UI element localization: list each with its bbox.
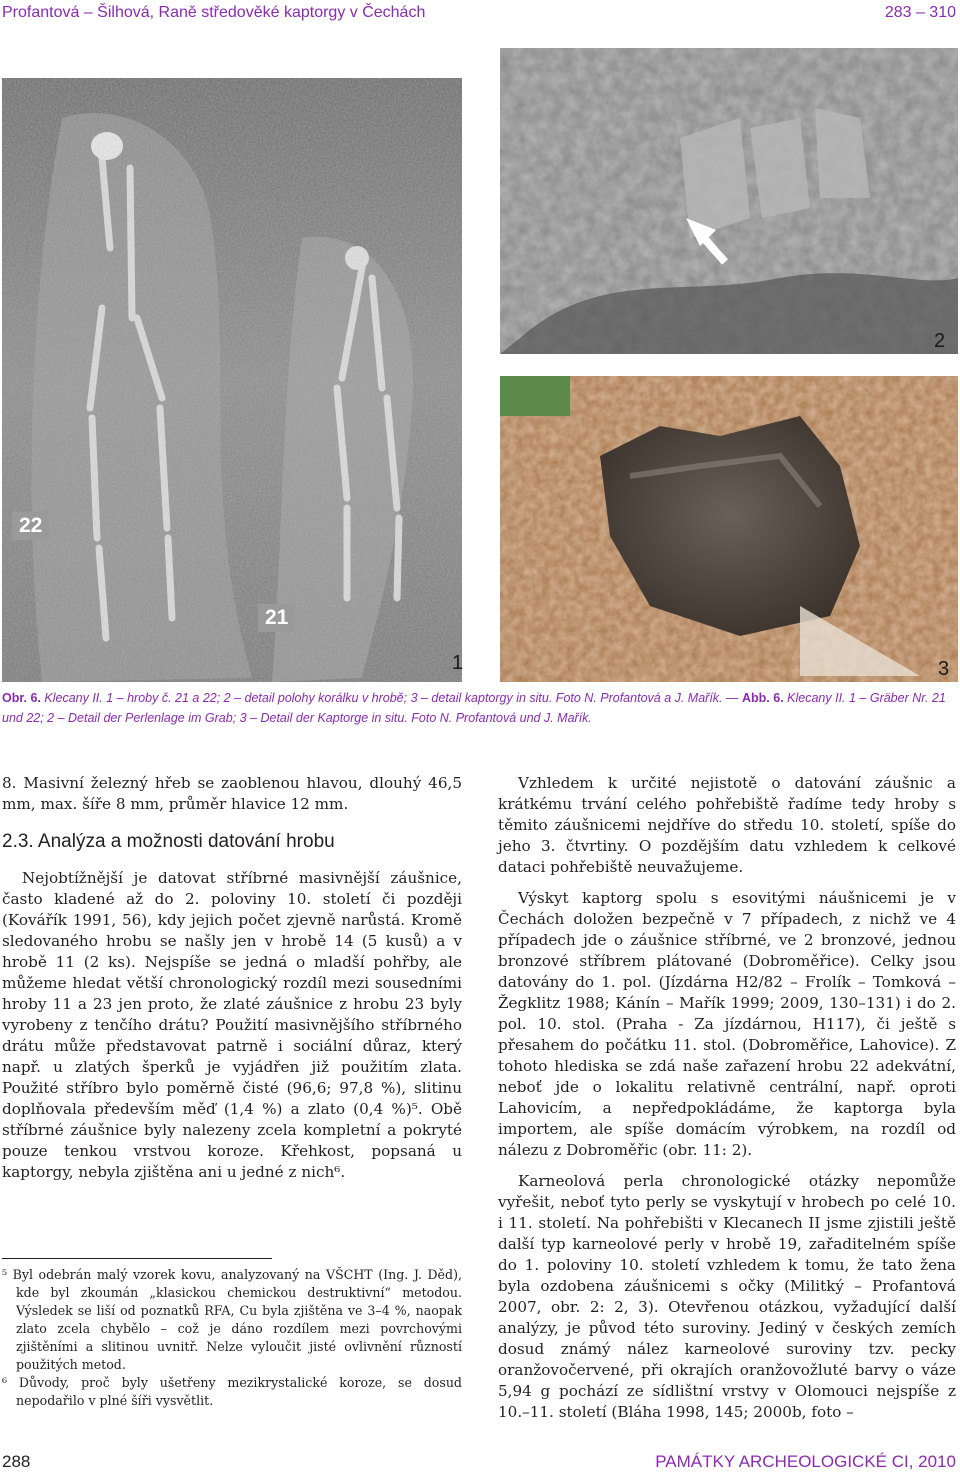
photo-label-2: 2 — [934, 330, 946, 352]
caption-abb: Abb. 6. — [742, 691, 784, 705]
footnote-5: ⁵ Byl odebrán malý vzorek kovu, analyzovaný na VŠCHT (Ing. J. Děd), kde byl zkoumán „klasickou chemickou destruktivní“ metodou. Výsledek se liší od poznatků RFA, Cu byla zjištěna ve 3–4 %, naopak zlato zcela chybělo – což je dáno rozdílem mezi povrchovými zjištěními a slitinou uvnitř. Nelze vyloučit jisté ovlivnění růzností použitých metod. — [2, 1267, 462, 1372]
photo-kaptorga-in-situ — [500, 376, 958, 682]
photo-bead-detail — [500, 48, 958, 354]
photo-label-3: 3 — [938, 658, 950, 680]
caption-cz: Klecany II. 1 – hroby č. 21 a 22; 2 – detail polohy korálku v hrobě; 3 – detail kaptorgy in situ. Foto N. Profantová a J. Mařík. — — [44, 691, 739, 705]
catalog-item-8: 8. Masivní železný hřeb se zaoblenou hlavou, dlouhý 46,5 mm, max. šíře 8 mm, průměr hlavice 12 mm. — [2, 774, 462, 813]
right-paragraph-2: Výskyt kaptorg spolu s esovitými náušnicemi je v Čechách doložen bezpečně v 7 případech, z nichž ve 4 případech jde o záušnice stříbrné, ve 2 bronzové, jednou bronzové stříbrem plátované (Dobroměřice). Celky jsou datovány do 1. pol. (Jízdárna H2/82 – Frolík – Tomková – Žegklitz 1988; Kánín – Mařík 1999; 2009, 130–131) i do 2. pol. 10. stol. (Praha - Za jízdárnou, H117), či ještě s přesahem do počátku 11. stol. (Dobroměřice, Lahovice). Z tohoto hlediska se zdá naše zařazení hrobu 22 adekvátní, neboť jde o lokalitu relativně centrální, např. oproti Lahovicím, a nepředpokládáme, že kaptorga byla importem, ale spíše domácím výrobkem, na rozdíl od nálezu z Dobroměřic (obr. 11: 2). — [498, 889, 956, 1159]
caption-obr: Obr. 6. — [2, 691, 41, 705]
running-head-title: Profantová – Šilhová, Raně středověké kaptorgy v Čechách — [2, 4, 426, 21]
right-paragraph-1: Vzhledem k určité nejistotě o datování záušnic a krátkému trvání celého pohřebiště řadíme tedy hroby s těmito záušnicemi nejdříve do středu 10. století, spíše do jeho 3. čtvrtiny. O pozdějším datu vzhledem k celkové dataci pohřebiště neuvažujeme. — [498, 774, 956, 876]
right-column — [498, 773, 956, 1423]
photo-label-1: 1 — [452, 652, 464, 674]
footnotes — [2, 1266, 462, 1410]
journal-name: PAMÁTKY ARCHEOLOGICKÉ CI, 2010 — [655, 1452, 956, 1471]
running-head — [0, 4, 960, 26]
page-number: 288 — [2, 1452, 31, 1471]
running-head-pages: 283 – 310 — [884, 4, 956, 21]
caption-de: Klecany II. 1 – Gräber Nr. 21 und 22; 2 – Detail der Perlenlage im Grab; 3 – Detail der Kaptorge in situ. Foto N. Profantová und J. Mařík. — [2, 691, 946, 725]
footnote-6: ⁶ Důvody, proč byly ušetřeny mezikrystalické koroze, se dosud nepodařilo v plné šíři vysvětlit. — [2, 1375, 462, 1408]
figure-caption — [2, 688, 954, 728]
left-paragraph-1: Nejobtížnější je datovat stříbrné masivnější záušnice, často kladené až do 2. poloviny 10. století či později (Kovářík 1991, 56), kdy jejich počet zjevně narůstá. Kromě sledovaného hrobu se našly jen v hrobě 14 (5 kusů) a v hrobě 11 (2 ks). Nejspíše se jedná o mladší pohřby, ale můžeme hledat větší chronologický rozdíl mezi sousedními hroby 11 a 23 jen proto, že zlaté záušnice z hrobu 23 byly vyrobeny z tenčího drátu? Použití masivnějšího stříbrného drátu může představovat patrně i sociální důraz, který např. u zlatých šperků je vyjádřen již použitím zlata. Použité stříbro bylo poměrně čisté (96,6; 97,8 %), slitinu doplňovala především měď (1,4 %) a zlato (0,4 %)⁵. Obě stříbrné záušnice byly nalezeny zcela kompletní a pokryté pouze tenkou vrstvou koroze. Křehkost, popsaná u kaptorgy, nebyla zjištěna ani u jedné z nich⁶. — [2, 869, 462, 1181]
photo-label-21: 21 — [258, 604, 295, 632]
section-heading: 2.3. Analýza a možnosti datování hrobu — [2, 831, 335, 852]
photo-graves — [2, 78, 462, 682]
page-footer — [0, 1450, 960, 1472]
photo-label-22: 22 — [12, 512, 49, 540]
left-column — [2, 773, 462, 1183]
footnote-rule — [2, 1258, 272, 1259]
right-paragraph-3: Karneolová perla chronologické otázky nepomůže vyřešit, neboť tyto perly se vyskytují v hrobech po celé 10. i 11. století. Na pohřebišti v Klecanech II jsme zjistili ještě další typ karneolové perly v hrobě 19, zařaditelném spíše do 1. poloviny 10. století vzhledem k tomu, že tato žena byla ozdobena záušnicemi s očky (Militký – Profantová 2007, obr. 2: 2, 3). Otevřenou otázkou, vyžadující další analýzy, je původ této suroviny. Jediný v českých zemích dosud známý nález karneolové suroviny tzv. pecky oranžovočervené, při okrajích oranžovožluté barvy o váze 5,94 g pochází ze sídlištní vrstvy v Olomouci nejspíše z 10.–11. století (Bláha 1998, 145; 2000b, foto – — [498, 1172, 956, 1421]
